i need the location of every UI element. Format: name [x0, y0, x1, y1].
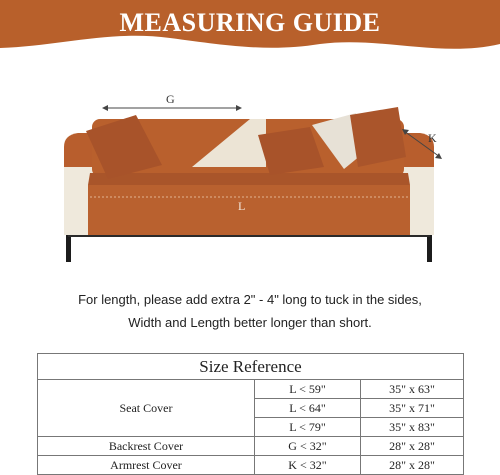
- table-header-row: [38, 354, 464, 380]
- seat-size-cell: 35" x 63": [360, 380, 463, 399]
- note-line-2: Width and Length better longer than short.: [128, 315, 372, 330]
- table-title: Size Reference: [38, 354, 464, 380]
- backrest-cover-label: Backrest Cover: [38, 437, 255, 456]
- armrest-size-cell: 28" x 28": [360, 456, 463, 475]
- seat-size-cell: 35" x 83": [360, 418, 463, 437]
- armrest-measure-cell: K < 32": [254, 456, 360, 475]
- seat-measure-cell: L < 64": [254, 399, 360, 418]
- backrest-measure-cell: G < 32": [254, 437, 360, 456]
- table-row: [38, 456, 464, 475]
- length-label-l: L: [238, 199, 246, 213]
- depth-label-k: K: [428, 131, 437, 145]
- table-row: [38, 380, 464, 399]
- seat-measure-cell: L < 79": [254, 418, 360, 437]
- header-banner: [0, 0, 500, 62]
- measuring-notes: [0, 288, 500, 334]
- sofa-drawing: [0, 75, 500, 275]
- note-line-1: For length, please add extra 2" - 4" long to tuck in the sides,: [78, 292, 422, 307]
- page-title: MEASURING GUIDE: [119, 8, 381, 37]
- size-reference-table: [37, 353, 464, 475]
- seat-size-cell: 35" x 71": [360, 399, 463, 418]
- seat-measure-cell: L < 59": [254, 380, 360, 399]
- backrest-size-cell: 28" x 28": [360, 437, 463, 456]
- seat-cover-label: Seat Cover: [38, 380, 255, 437]
- sofa-illustration: [0, 75, 500, 275]
- armrest-cover-label: Armrest Cover: [38, 456, 255, 475]
- width-label-g: G: [166, 92, 175, 106]
- table-row: [38, 437, 464, 456]
